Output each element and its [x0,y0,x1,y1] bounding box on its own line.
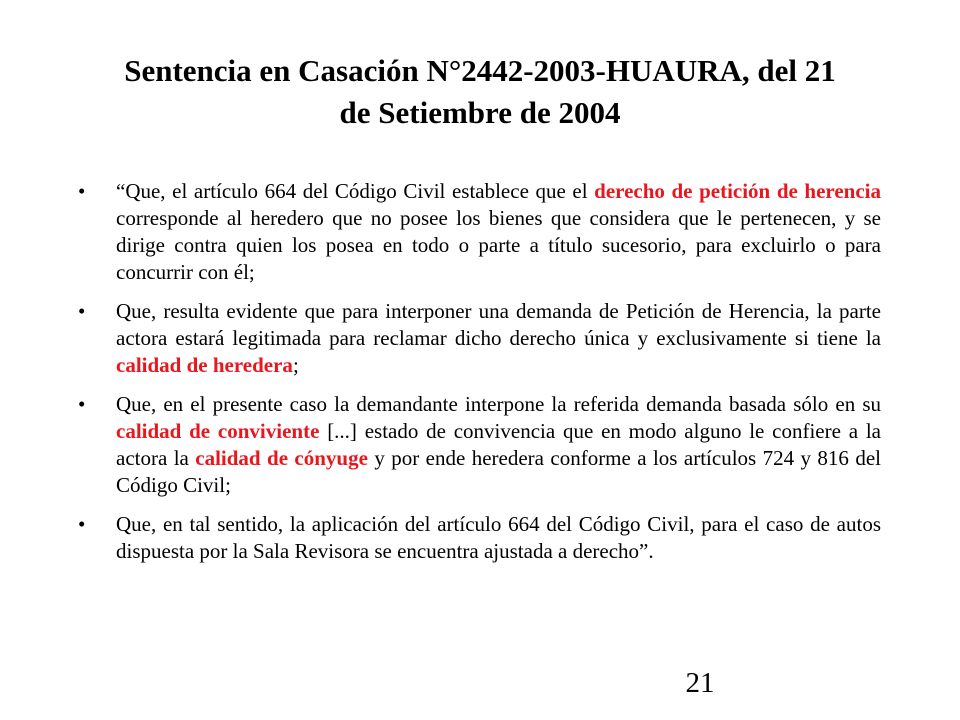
bullet-text: corresponde al heredero que no posee los bienes que considera que le pertenecen, y se dirige contra quien los posea en todo o parte a título sucesorio, para excluirlo o para concurrir con él; [116,206,881,284]
bullet-icon: • [78,299,86,323]
bullet-text: ; [292,353,299,377]
highlighted-term: calidad de heredera [116,353,293,377]
bullet-item-2 [78,298,881,379]
slide-title [80,50,880,134]
bullet-text: [...] estado de convivencia que en modo alguno le confiere a la actora la [116,419,881,470]
page-number: 21 [685,667,715,699]
bullet-item-1 [78,178,881,286]
title-line-1: Sentencia en Casación N°2442-2003-HUAURA, del 21 [124,53,836,88]
bullet-text: Que, resulta evidente que para interponer una demanda de Petición de Herencia, la parte actora estará legitimada para reclamar dicho derecho única y exclusivamente si tiene la [116,299,881,350]
bullet-icon: • [78,179,86,203]
bullet-item-4 [78,511,881,565]
highlighted-term: calidad de conviviente [116,419,320,443]
bullet-item-3 [78,391,881,499]
highlighted-term: derecho de petición de herencia [594,179,882,203]
bullet-text: y por ende heredera conforme a los artículos 724 y 816 del Código Civil; [116,446,881,497]
highlighted-term: calidad de cónyuge [195,446,368,470]
title-line-2: de Setiembre de 2004 [339,95,621,130]
bullet-text: “Que, el artículo 664 del Código Civil establece que el [116,179,595,203]
bullet-icon: • [78,392,86,416]
bullet-list [78,178,881,577]
bullet-icon: • [78,512,86,536]
bullet-text: Que, en tal sentido, la aplicación del artículo 664 del Código Civil, para el caso de autos dispuesta por la Sala Revisora se encuentra ajustada a derecho”. [116,512,881,563]
bullet-text: Que, en el presente caso la demandante interpone la referida demanda basada sólo en su [116,392,881,416]
